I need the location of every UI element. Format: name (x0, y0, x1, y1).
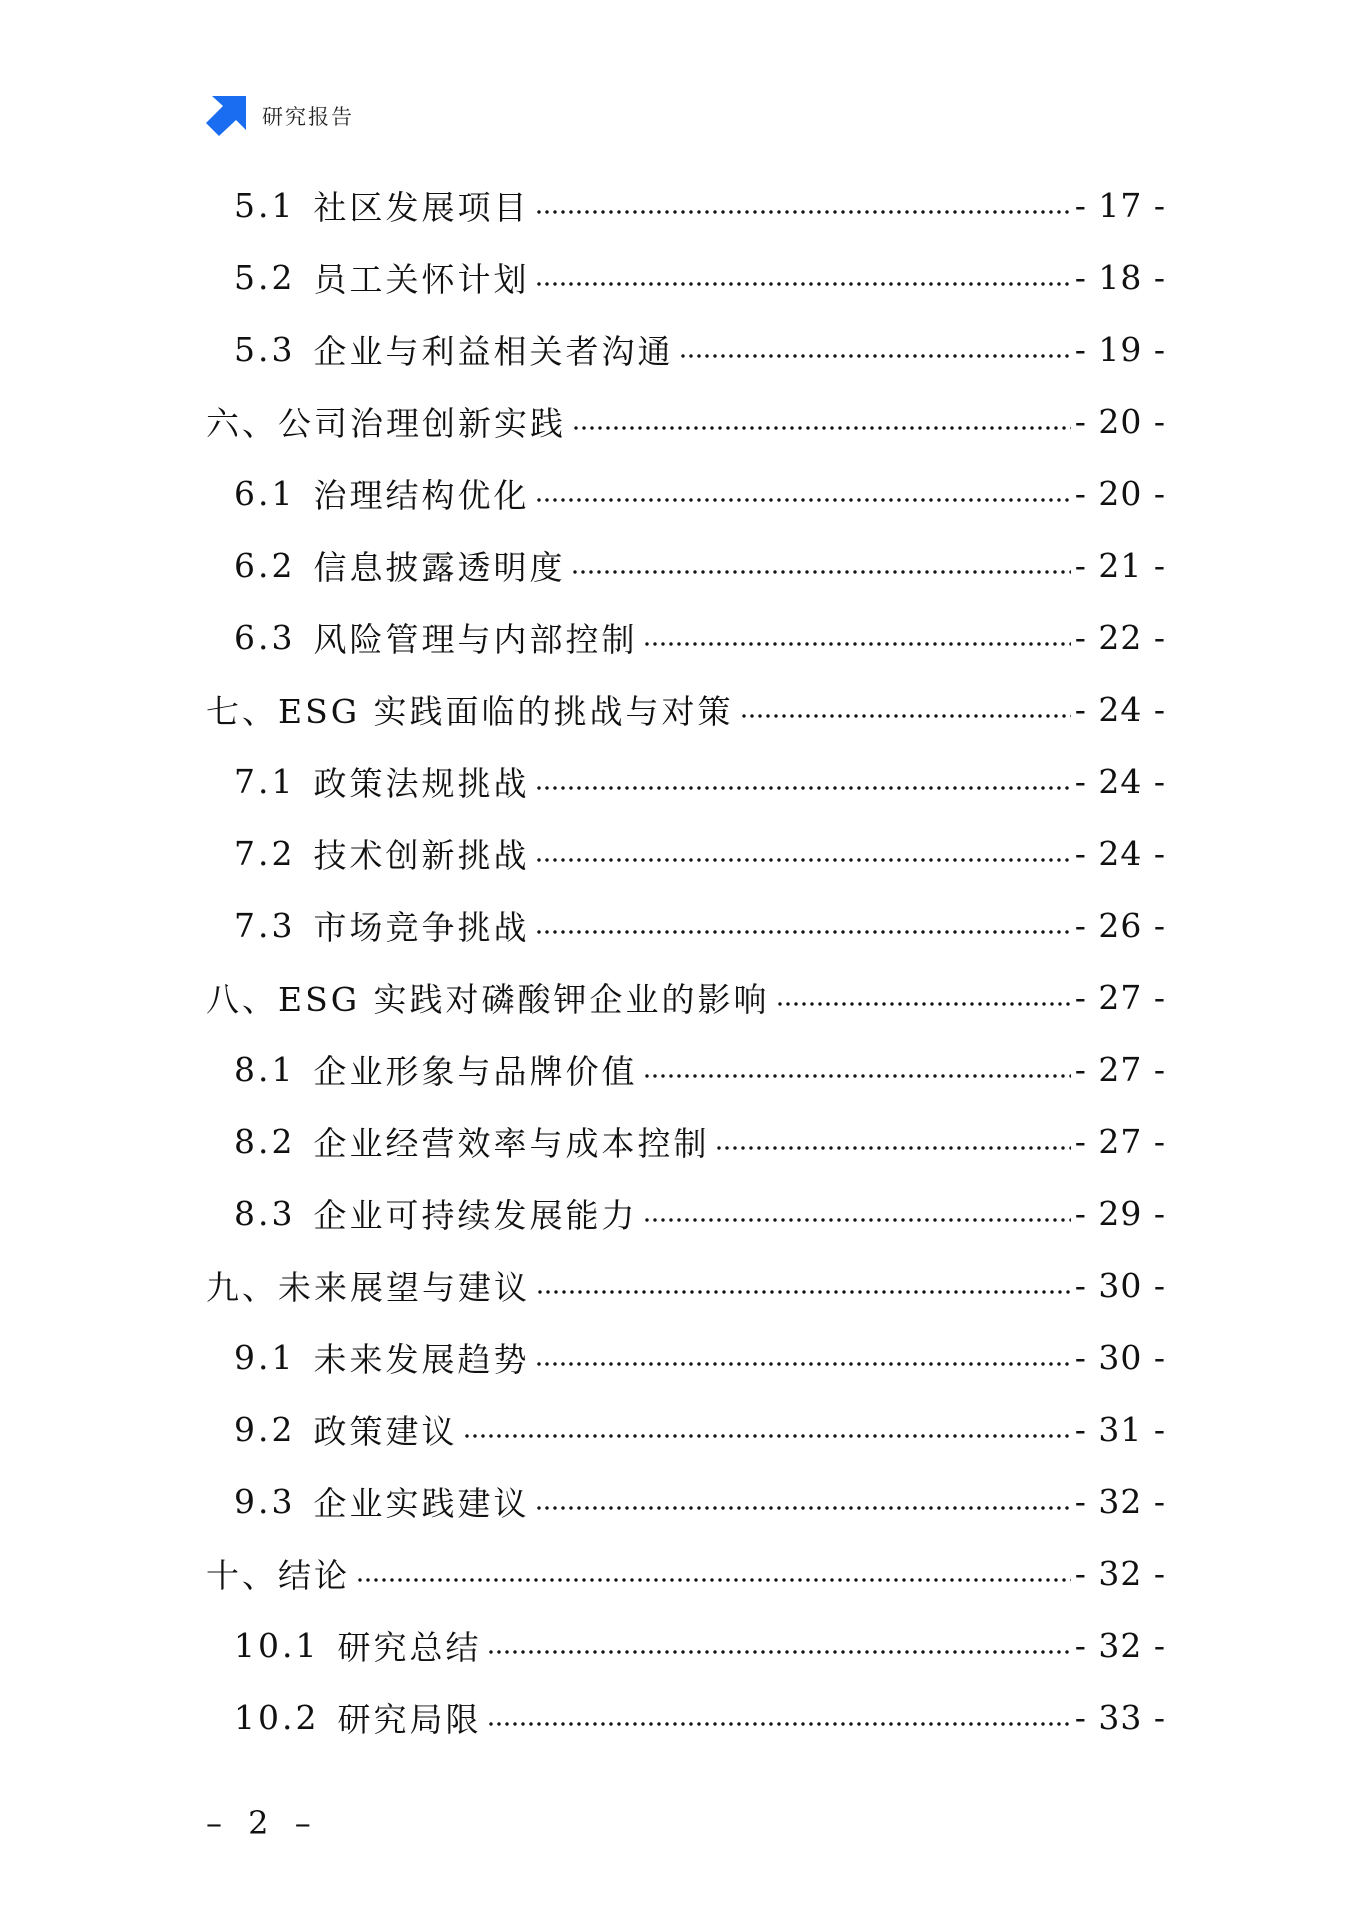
toc-dot-leader (715, 1145, 1070, 1151)
toc-dot-leader (463, 1433, 1070, 1439)
toc-section-entry[interactable] (206, 1393, 1166, 1465)
toc-dot-leader (571, 569, 1070, 575)
header-title: 研究报告 (262, 105, 354, 129)
toc-dot-leader (535, 929, 1070, 935)
toc-section-entry[interactable] (206, 745, 1166, 817)
toc-entry-page: - 19 - (1074, 329, 1166, 369)
toc-dot-leader (535, 1361, 1070, 1367)
toc-entry-title: 治理结构优化 (313, 475, 530, 515)
toc-entry-page: - 22 - (1074, 617, 1166, 657)
toc-entry-title: 企业实践建议 (313, 1483, 530, 1523)
toc-entry-page: - 27 - (1074, 1121, 1166, 1161)
toc-entry-page: - 32 - (1074, 1625, 1166, 1665)
toc-section-entry[interactable] (206, 313, 1166, 385)
toc-entry-number: 9.1 (234, 1337, 296, 1377)
toc-entry-title: 研究总结 (337, 1627, 482, 1667)
toc-entry-page: - 33 - (1074, 1697, 1166, 1737)
toc-chapter-entry[interactable] (206, 673, 1166, 745)
toc-entry-number: 9.2 (234, 1409, 296, 1449)
toc-entry-number: 8.1 (234, 1049, 296, 1089)
toc-entry-page: - 24 - (1074, 689, 1166, 729)
toc-entry-page: - 24 - (1074, 833, 1166, 873)
toc-entry-page: - 32 - (1074, 1481, 1166, 1521)
toc-dot-leader (679, 353, 1070, 359)
toc-entry-title: 员工关怀计划 (313, 259, 530, 299)
toc-entry-page: - 17 - (1074, 185, 1166, 225)
toc-entry-title: 七、ESG 实践面临的挑战与对策 (206, 691, 734, 731)
toc-entry-title: 社区发展项目 (313, 187, 530, 227)
toc-dot-leader (487, 1649, 1070, 1655)
toc-entry-number: 5.3 (234, 329, 296, 369)
toc-chapter-entry[interactable] (206, 1537, 1166, 1609)
toc-entry-number: 7.3 (234, 905, 296, 945)
toc-entry-title: 八、ESG 实践对磷酸钾企业的影响 (206, 979, 770, 1019)
toc-entry-title: 企业形象与品牌价值 (313, 1051, 638, 1091)
toc-entry-page: - 18 - (1074, 257, 1166, 297)
toc-entry-title: 市场竞争挑战 (313, 907, 530, 947)
toc-dot-leader (535, 497, 1070, 503)
toc-entry-number: 8.2 (234, 1121, 296, 1161)
toc-dot-leader (776, 1001, 1071, 1007)
toc-entry-number: 10.1 (234, 1625, 320, 1665)
toc-section-entry[interactable] (206, 241, 1166, 313)
toc-chapter-entry[interactable] (206, 1249, 1166, 1321)
toc-section-entry[interactable] (206, 889, 1166, 961)
toc-entry-page: - 32 - (1074, 1553, 1166, 1593)
toc-section-entry[interactable] (206, 1609, 1166, 1681)
toc-section-entry[interactable] (206, 1033, 1166, 1105)
table-of-contents (206, 169, 1166, 1753)
toc-entry-page: - 27 - (1074, 977, 1166, 1017)
toc-entry-title: 研究局限 (337, 1699, 482, 1739)
toc-entry-number: 9.3 (234, 1481, 296, 1521)
toc-section-entry[interactable] (206, 529, 1166, 601)
toc-entry-page: - 20 - (1074, 473, 1166, 513)
toc-section-entry[interactable] (206, 1321, 1166, 1393)
toc-entry-number: 8.3 (234, 1193, 296, 1233)
toc-entry-title: 六、公司治理创新实践 (206, 403, 566, 443)
footer-page-number: – 2 – (206, 1804, 319, 1842)
toc-dot-leader (487, 1721, 1070, 1727)
toc-entry-title: 企业经营效率与成本控制 (313, 1123, 710, 1163)
toc-entry-title: 企业可持续发展能力 (313, 1195, 638, 1235)
logo-arrow-shape (206, 96, 246, 136)
toc-entry-page: - 30 - (1074, 1265, 1166, 1305)
toc-entry-title: 政策法规挑战 (313, 763, 530, 803)
toc-section-entry[interactable] (206, 601, 1166, 673)
toc-entry-number: 6.1 (234, 473, 296, 513)
arrow-up-right-icon (206, 96, 246, 136)
toc-chapter-entry[interactable] (206, 961, 1166, 1033)
toc-entry-page: - 24 - (1074, 761, 1166, 801)
toc-section-entry[interactable] (206, 1465, 1166, 1537)
toc-entry-number: 10.2 (234, 1697, 320, 1737)
toc-dot-leader (740, 713, 1071, 719)
toc-section-entry[interactable] (206, 1177, 1166, 1249)
toc-entry-page: - 29 - (1074, 1193, 1166, 1233)
toc-section-entry[interactable] (206, 457, 1166, 529)
toc-entry-title: 信息披露透明度 (313, 547, 566, 587)
page-header (206, 96, 354, 136)
toc-dot-leader (535, 857, 1070, 863)
toc-section-entry[interactable] (206, 817, 1166, 889)
toc-dot-leader (643, 1073, 1070, 1079)
toc-entry-page: - 20 - (1074, 401, 1166, 441)
toc-entry-page: - 26 - (1074, 905, 1166, 945)
toc-entry-page: - 31 - (1074, 1409, 1166, 1449)
toc-dot-leader (535, 281, 1070, 287)
toc-dot-leader (643, 641, 1070, 647)
toc-entry-title: 十、结论 (206, 1555, 350, 1595)
toc-section-entry[interactable] (206, 1681, 1166, 1753)
toc-entry-title: 技术创新挑战 (313, 835, 530, 875)
toc-dot-leader (536, 1289, 1071, 1295)
toc-dot-leader (572, 425, 1071, 431)
toc-entry-page: - 27 - (1074, 1049, 1166, 1089)
toc-dot-leader (643, 1217, 1070, 1223)
toc-chapter-entry[interactable] (206, 385, 1166, 457)
toc-entry-number: 5.1 (234, 185, 296, 225)
toc-dot-leader (535, 1505, 1070, 1511)
toc-entry-title: 风险管理与内部控制 (313, 619, 638, 659)
toc-entry-number: 6.2 (234, 545, 296, 585)
toc-entry-title: 政策建议 (313, 1411, 458, 1451)
toc-entry-title: 未来发展趋势 (313, 1339, 530, 1379)
toc-entry-page: - 30 - (1074, 1337, 1166, 1377)
toc-entry-page: - 21 - (1074, 545, 1166, 585)
toc-entry-number: 7.1 (234, 761, 296, 801)
toc-dot-leader (356, 1577, 1071, 1583)
toc-section-entry[interactable] (206, 1105, 1166, 1177)
toc-entry-title: 企业与利益相关者沟通 (313, 331, 674, 371)
toc-section-entry[interactable] (206, 169, 1166, 241)
toc-entry-number: 7.2 (234, 833, 296, 873)
toc-entry-title: 九、未来展望与建议 (206, 1267, 530, 1307)
toc-dot-leader (535, 209, 1070, 215)
toc-entry-number: 5.2 (234, 257, 296, 297)
toc-entry-number: 6.3 (234, 617, 296, 657)
toc-dot-leader (535, 785, 1070, 791)
